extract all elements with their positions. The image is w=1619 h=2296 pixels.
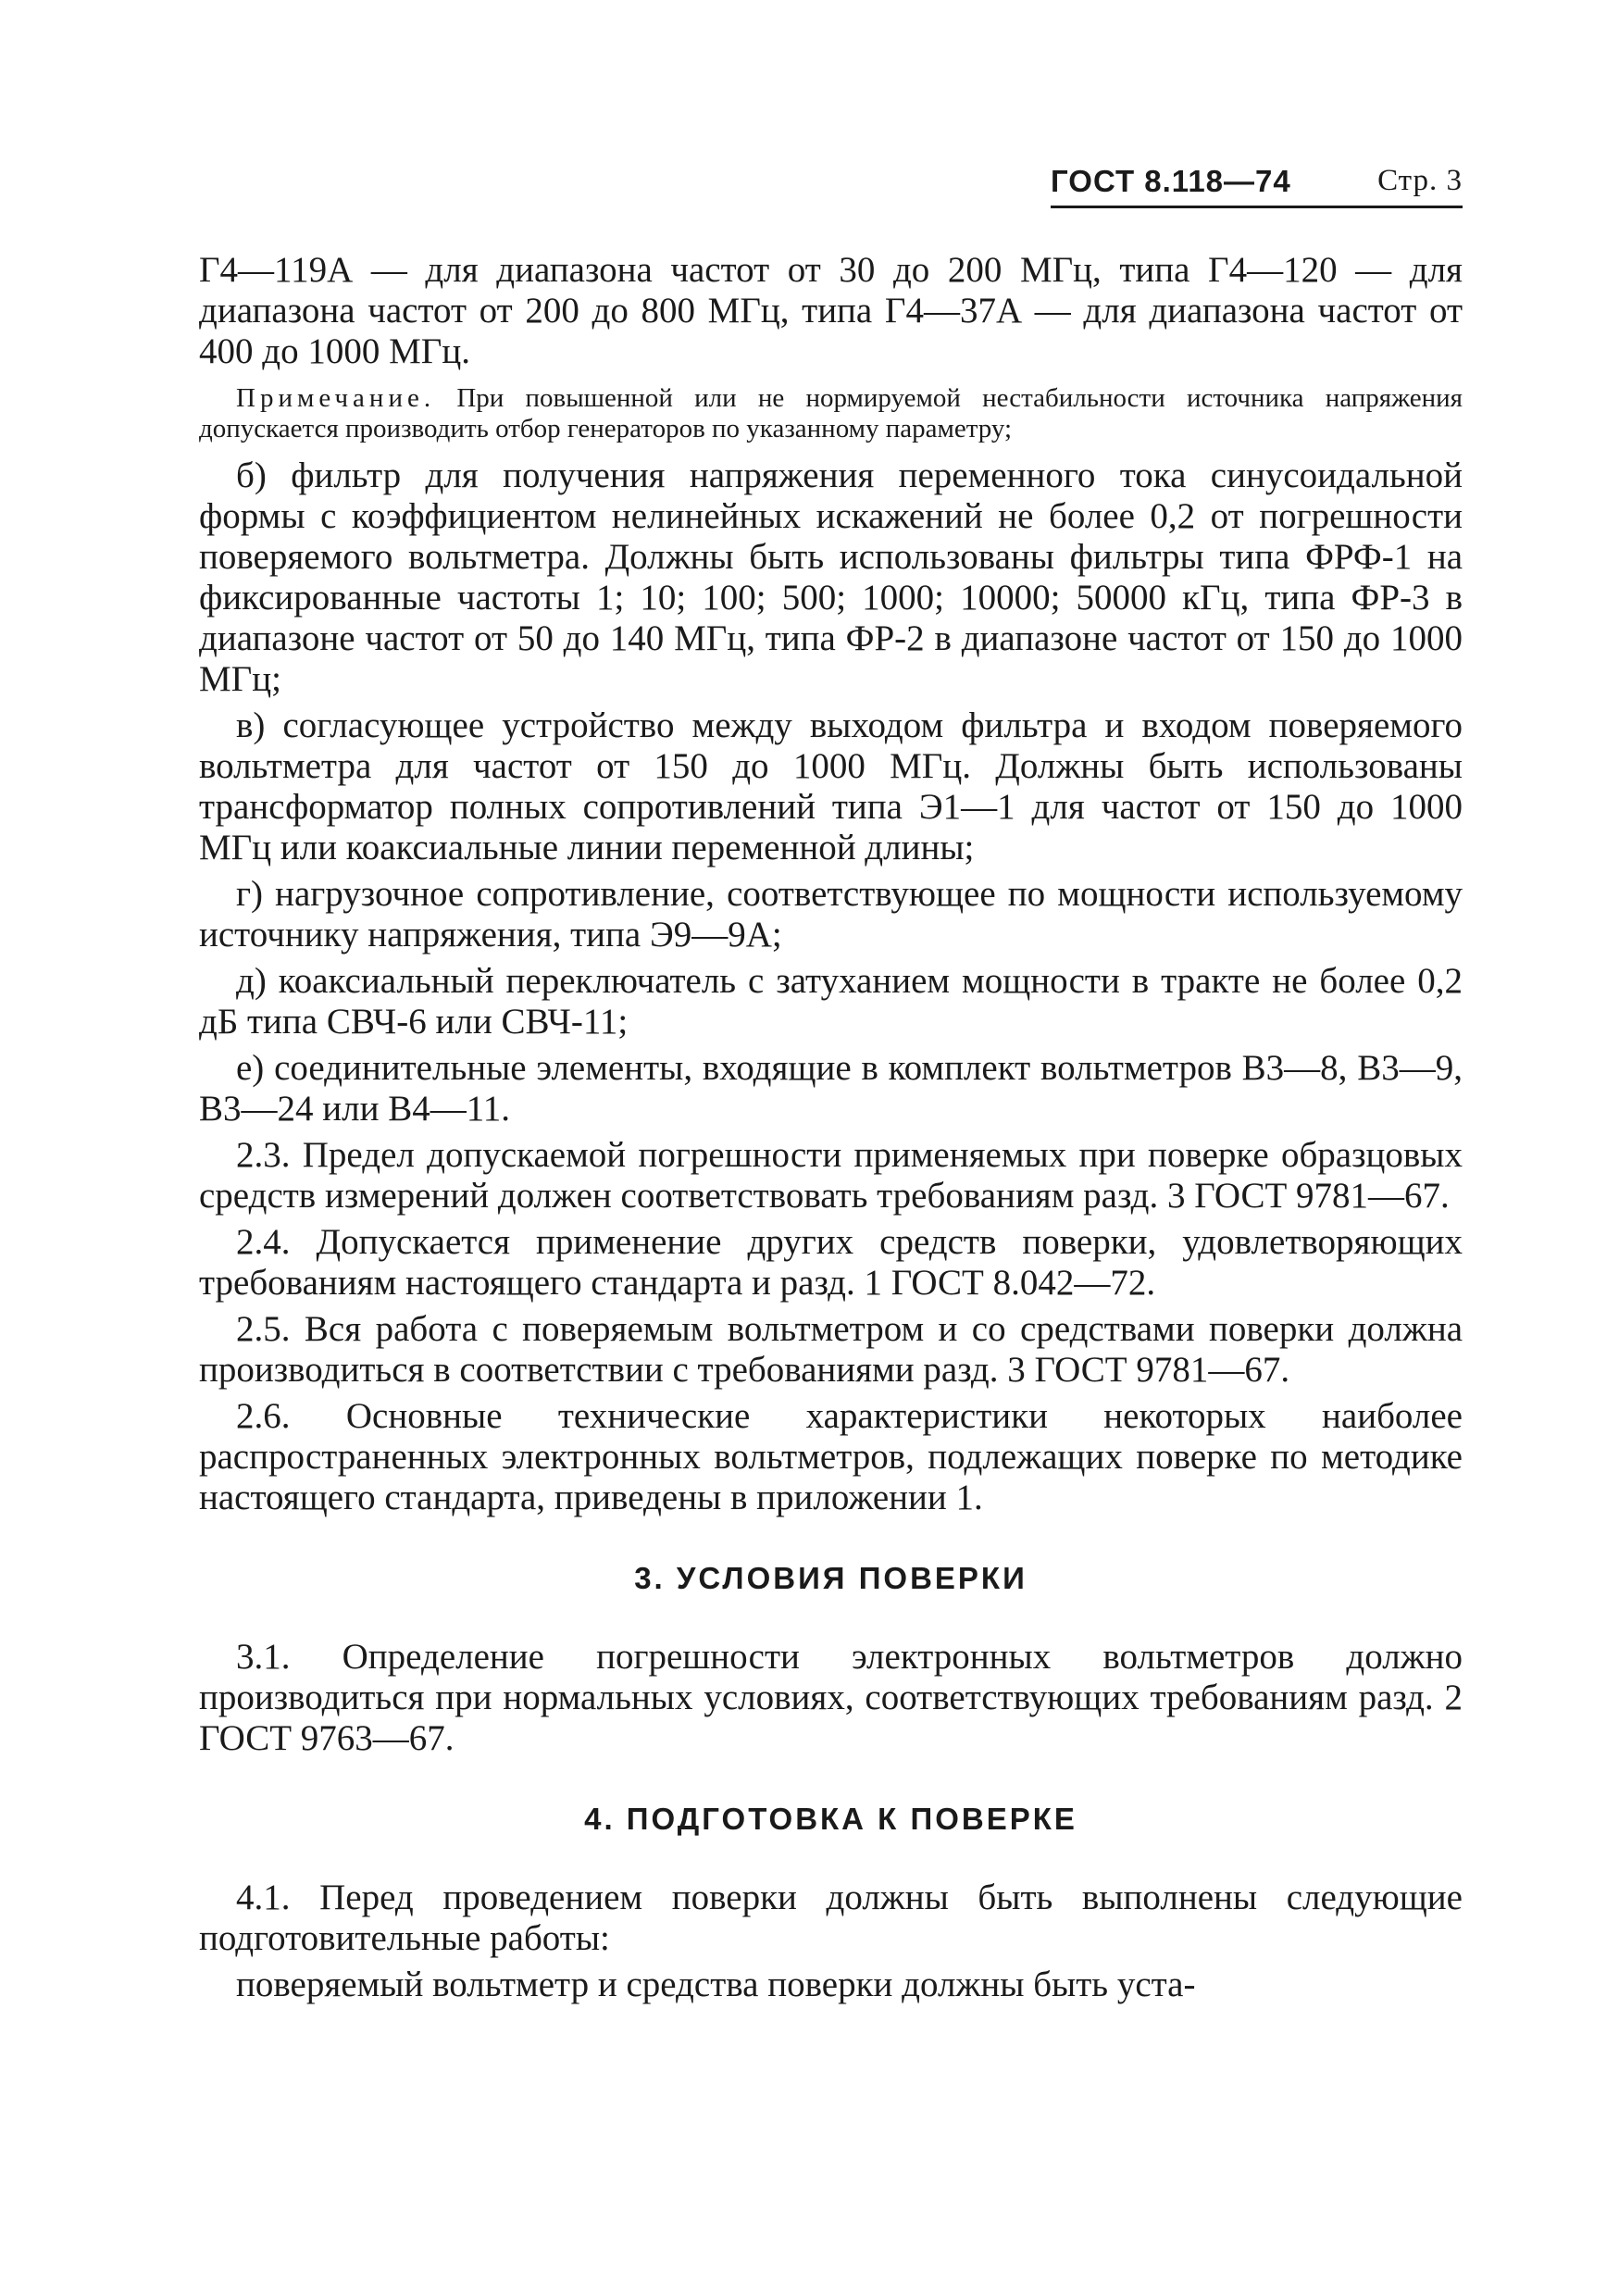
page-number: Стр. 3 <box>1377 164 1463 197</box>
clause-2-6: 2.6. Основные технические характеристики некоторых наиболее распространенных электронных вольтметров, подлежащих поверке по методике настоящего стандарта, приведены в приложении 1. <box>199 1396 1463 1517</box>
section-3-heading: 3. УСЛОВИЯ ПОВЕРКИ <box>634 1561 1027 1595</box>
note-label: Примечание. <box>236 383 436 413</box>
clause-4-1: 4.1. Перед проведением поверки должны быть выполнены следующие подготовительные работы: <box>199 1878 1463 1958</box>
note-text: При повышенной или не нормируемой нестабильности источника напряжения допускается производить отбор генераторов по указанному параметру; <box>199 383 1463 443</box>
clause-3-1: 3.1. Определение погрешности электронных вольтметров должно производиться при нормальных условиях, соответствующих требованиям разд. 2 ГОСТ 9763—67. <box>199 1637 1463 1758</box>
section-4-heading: 4. ПОДГОТОВКА К ПОВЕРКЕ <box>584 1802 1077 1836</box>
clause-4-1-continuation: поверяемый вольтметр и средства поверки должны быть уста- <box>236 1965 1196 2004</box>
page-header <box>1051 159 1463 208</box>
intro-paragraph: Г4—119А — для диапазона частот от 30 до 200 МГц, типа Г4—120 — для диапазона частот от 200 до 800 МГц, типа Г4—37А — для диапазона частот от 400 до 1000 МГц. <box>199 250 1463 371</box>
clause-2-5: 2.5. Вся работа с поверяемым вольтметром и со средствами поверки должна производиться в соответствии с требованиями разд. 3 ГОСТ 9781—67. <box>199 1309 1463 1390</box>
list-item-e: е) соединительные элементы, входящие в комплект вольтметров В3—8, В3—9, В3—24 или В4—11. <box>199 1048 1463 1129</box>
list-item-b: б) фильтр для получения напряжения переменного тока синусоидальной формы с коэффициентом нелинейных искажений не более 0,2 от погрешности поверяемого вольтметра. Должны быть использованы фильтры типа ФРФ-1 на фиксированные частоты 1; 10; 100; 500; 1000; 10000; 50000 кГц, типа ФР-3 в диапазоне частот от 50 до 140 МГц, типа ФР-2 в диапазоне частот от 150 до 1000 МГц; <box>199 455 1463 699</box>
document-code: ГОСТ 8.118—74 <box>1051 164 1291 198</box>
note <box>199 383 1463 444</box>
clause-2-3: 2.3. Предел допускаемой погрешности применяемых при поверке образцовых средств измерений должен соответствовать требованиям разд. 3 ГОСТ 9781—67. <box>199 1135 1463 1216</box>
list-item-g: г) нагрузочное сопротивление, соответствующее по мощности используемому источнику напряжения, типа Э9—9А; <box>199 874 1463 955</box>
list-item-v: в) согласующее устройство между выходом фильтра и входом поверяемого вольтметра для частот от 150 до 1000 МГц. Должны быть использованы трансформатор полных сопротивлений типа Э1—1 для частот от 150 до 1000 МГц или коаксиальные линии переменной длины; <box>199 705 1463 867</box>
clause-2-4: 2.4. Допускается применение других средств поверки, удовлетворяющих требованиям настоящего стандарта и разд. 1 ГОСТ 8.042—72. <box>199 1222 1463 1303</box>
list-item-d: д) коаксиальный переключатель с затуханием мощности в тракте не более 0,2 дБ типа СВЧ-6 или СВЧ-11; <box>199 961 1463 1042</box>
page-body <box>199 250 1463 2011</box>
